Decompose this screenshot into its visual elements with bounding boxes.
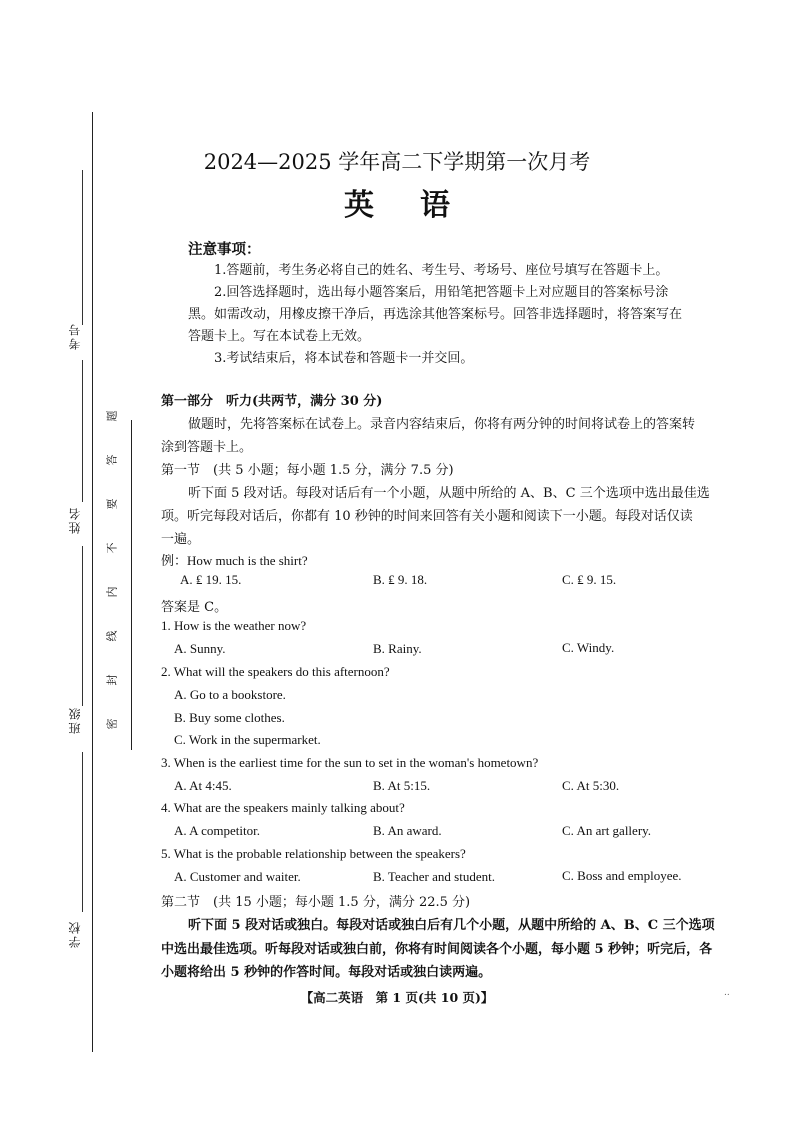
section2-instruction-c: 小题将给出 5 秒钟的作答时间。每段对话或独白读两遍。: [161, 965, 492, 980]
exam-no-label: 考号: [68, 322, 82, 350]
seal-char: 要: [105, 498, 119, 510]
name-fill-line[interactable]: [82, 546, 83, 706]
section1-instruction-c: 一遍。: [161, 532, 201, 547]
section1-heading: 第一节 (共 5 小题；每小题 1.5 分，满分 7.5 分): [161, 463, 454, 478]
class-label: 班级: [68, 706, 82, 734]
note-line-2c: 答题卡上。写在本试卷上无效。: [188, 329, 371, 344]
question-5: 5. What is the probable relationship between the speakers?: [161, 846, 466, 861]
section1-instruction-a: 听下面 5 段对话。每段对话后有一个小题，从题中所给的 A、B、C 三个选项中选出最佳选: [188, 486, 710, 501]
question-4-option-b: B. An award.: [373, 823, 442, 838]
note-line-2a: 2.回答选择题时，选出每小题答案后，用铅笔把答题卡上对应题目的答案标号涂: [214, 285, 669, 300]
question-5-option-c: C. Boss and employee.: [562, 868, 682, 883]
question-4-option-a: A. A competitor.: [174, 823, 260, 838]
part1-instruction-a: 做题时，先将答案标在试卷上。录音内容结束后，你将有两分钟的时间将试卷上的答案转: [188, 417, 696, 432]
exam-title: 2024—2025 学年高二下学期第一次月考: [203, 150, 591, 174]
page-footer: 【高二英语 第 1 页(共 10 页)】: [300, 990, 494, 1005]
example-option-a: A. ₤ 19. 15.: [180, 572, 242, 587]
part1-heading: 第一部分 听力(共两节，满分 30 分): [161, 394, 383, 409]
question-2: 2. What will the speakers do this afternoon?: [161, 664, 390, 679]
seal-char: 不: [105, 542, 119, 554]
question-5-option-b: B. Teacher and student.: [373, 869, 495, 884]
question-3-option-b: B. At 5:15.: [373, 778, 431, 793]
example-answer: 答案是 C。: [161, 600, 228, 615]
exam-no-fill-line-2[interactable]: [82, 360, 83, 502]
binding-line-inner: [131, 420, 132, 750]
seal-char: 题: [105, 410, 119, 422]
question-2-option-a: A. Go to a bookstore.: [174, 687, 286, 702]
seal-char: 密: [105, 718, 119, 730]
notes-heading: 注意事项：: [188, 241, 261, 258]
part1-instruction-b: 涂到答题卡上。: [161, 440, 253, 455]
section2-instruction-a: 听下面 5 段对话或独白。每段对话或独白后有几个小题，从题中所给的 A、B、C 三个选项: [188, 918, 715, 933]
section1-instruction-b: 项。听完每段对话后，你都有 10 秒钟的时间来回答有关小题和阅读下一小题。每段对话仅读: [161, 509, 693, 524]
example-option-b: B. ₤ 9. 18.: [373, 572, 428, 587]
question-3-option-c: C. At 5:30.: [562, 778, 620, 793]
note-line-1: 1.答题前，考生务必将自己的姓名、考生号、考场号、座位号填写在答题卡上。: [214, 263, 669, 278]
question-1: 1. How is the weather now?: [161, 618, 307, 633]
question-3-option-a: A. At 4:45.: [174, 778, 232, 793]
question-2-option-c: C. Work in the supermarket.: [174, 732, 321, 747]
question-4-option-c: C. An art gallery.: [562, 823, 652, 838]
question-4: 4. What are the speakers mainly talking about?: [161, 800, 405, 815]
question-1-option-a: A. Sunny.: [174, 641, 226, 656]
example-question: 例：How much is the shirt?: [161, 553, 308, 568]
subject-title: 英语: [344, 188, 496, 223]
name-label: 姓名: [68, 506, 82, 534]
question-3: 3. When is the earliest time for the sun to set in the woman's hometown?: [161, 755, 539, 770]
seal-char: 内: [105, 586, 119, 598]
question-2-option-b: B. Buy some clothes.: [174, 710, 285, 725]
seal-char: 线: [105, 630, 119, 642]
seal-char: 答: [105, 454, 119, 466]
class-fill-line[interactable]: [82, 752, 83, 912]
question-5-option-a: A. Customer and waiter.: [174, 869, 301, 884]
section2-instruction-b: 中选出最佳选项。听每段对话或独白前，你将有时间阅读各个小题，每小题 5 秒钟；听完后，各: [161, 942, 713, 957]
note-line-2b: 黑。如需改动，用橡皮擦干净后，再选涂其他答案标号。回答非选择题时，将答案写在: [188, 307, 683, 322]
question-1-option-c: C. Windy.: [562, 640, 615, 655]
school-label: 学校: [68, 920, 82, 948]
question-1-option-b: B. Rainy.: [373, 641, 422, 656]
example-option-c: C. ₤ 9. 15.: [562, 572, 617, 587]
section2-heading: 第二节 (共 15 小题；每小题 1.5 分，满分 22.5 分): [161, 895, 471, 910]
footer-mark: ..: [724, 988, 730, 998]
note-line-3: 3.考试结束后，将本试卷和答题卡一并交回。: [214, 351, 474, 366]
seal-char: 封: [105, 674, 119, 686]
binding-line-outer: [92, 112, 93, 1052]
